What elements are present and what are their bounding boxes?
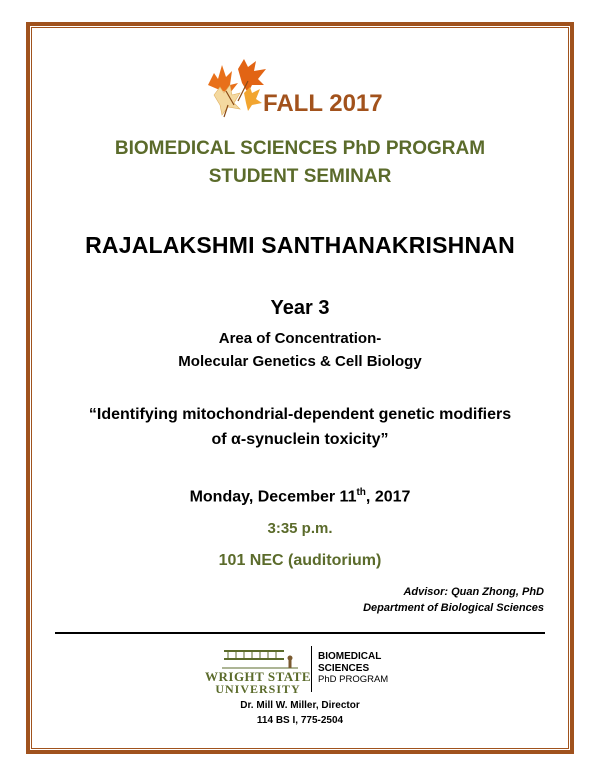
date-ordinal: th <box>356 487 366 498</box>
program-title <box>40 135 560 191</box>
date-main: Monday, December 11 <box>189 488 357 506</box>
concentration-area <box>40 327 560 373</box>
bms-program-wordmark <box>318 651 388 686</box>
bms-line1: BIOMEDICAL <box>318 651 382 662</box>
talk-title-line1: “Identifying mitochondrial-dependent genetic modifiers <box>88 406 512 423</box>
talk-title-line2: of α-synuclein toxicity” <box>211 431 389 448</box>
talk-title <box>40 402 560 452</box>
director-name: Dr. Mill W. Miller, Director <box>240 700 360 711</box>
area-label: Area of Concentration- <box>218 330 382 347</box>
event-date <box>40 487 560 506</box>
autumn-leaves-icon <box>200 55 272 121</box>
advisor-department: Department of Biological Sciences <box>363 602 544 614</box>
program-line: BIOMEDICAL SCIENCES PhD PROGRAM <box>114 138 486 159</box>
wsu-line1: WRIGHT STATE <box>205 669 312 684</box>
advisor-line: Advisor: Quan Zhong, PhD <box>403 586 544 598</box>
area-value: Molecular Genetics & Cell Biology <box>178 353 422 370</box>
season-title: FALL 2017 <box>263 90 383 117</box>
bms-line2: SCIENCES <box>318 662 370 674</box>
speaker-name: RAJALAKSHMI SANTHANAKRISHNAN <box>85 232 515 258</box>
footer-divider <box>55 632 545 634</box>
event-time: 3:35 p.m. <box>267 520 333 537</box>
office-contact: 114 BS I, 775-2504 <box>256 715 344 726</box>
date-year: , 2017 <box>365 488 411 506</box>
wsu-line2: UNIVERSITY <box>215 682 301 696</box>
logo-divider <box>311 646 312 692</box>
seminar-line: STUDENT SEMINAR <box>208 166 392 187</box>
wright-state-wordmark <box>205 670 311 696</box>
speaker-year: Year 3 <box>270 297 330 319</box>
event-location: 101 NEC (auditorium) <box>218 552 382 569</box>
director-contact <box>40 698 560 728</box>
bms-line3: PhD PROGRAM <box>318 674 389 685</box>
